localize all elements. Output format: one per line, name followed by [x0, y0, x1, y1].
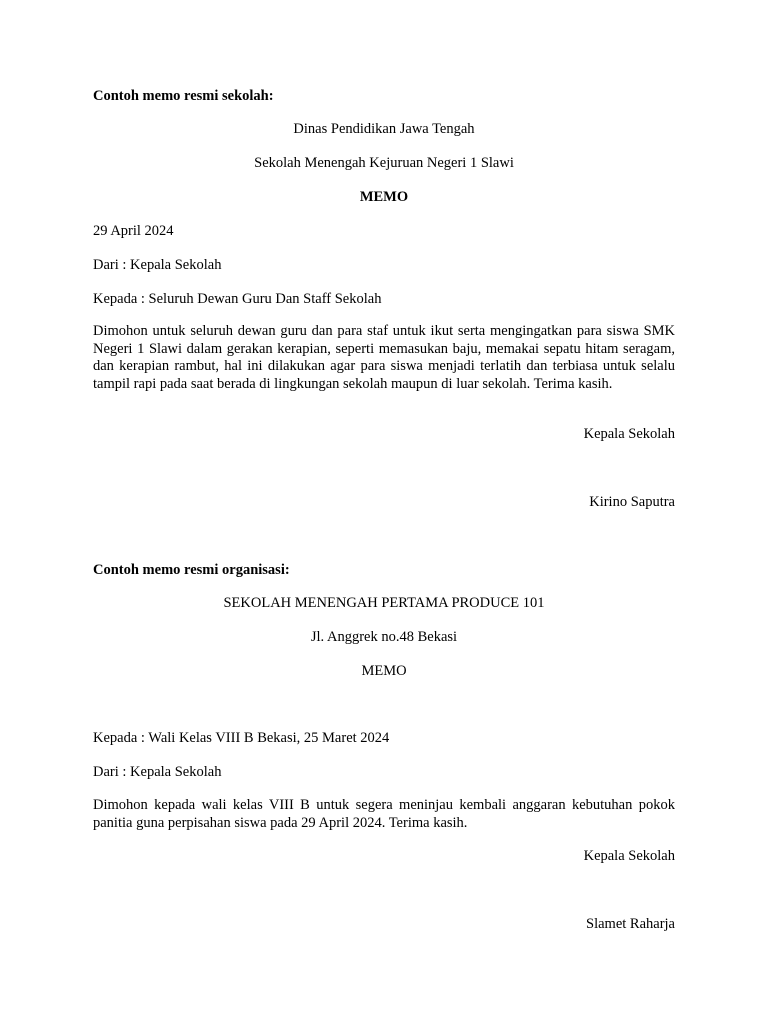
memo-organisasi-from: Dari : Kepala Sekolah — [93, 764, 222, 780]
memo-organisasi-to: Kepada : Wali Kelas VIII B Bekasi, 25 Maret 2024 — [93, 730, 390, 746]
memo-sekolah-title: MEMO — [359, 189, 409, 205]
memo-organisasi-title: MEMO — [361, 663, 407, 679]
memo-organisasi-signature-name: Slamet Raharja — [586, 916, 675, 932]
memo-organisasi-heading: Contoh memo resmi organisasi: — [93, 562, 290, 578]
memo-organisasi-body: Dimohon kepada wali kelas VIII B untuk segera meninjau kembali anggaran kebutuhan pokok panitia guna perpisahan siswa pada 29 April 2024. Terima kasih. — [93, 797, 675, 831]
memo-sekolah-signature-title: Kepala Sekolah — [583, 426, 675, 442]
memo-organisasi-signature-title: Kepala Sekolah — [583, 848, 675, 864]
memo-organisasi-address: Jl. Anggrek no.48 Bekasi — [310, 629, 458, 645]
memo-sekolah-from: Dari : Kepala Sekolah — [93, 257, 222, 273]
memo-sekolah-school: Sekolah Menengah Kejuruan Negeri 1 Slawi — [254, 155, 514, 171]
memo-sekolah-signature-name: Kirino Saputra — [589, 494, 675, 510]
memo-sekolah-to: Kepada : Seluruh Dewan Guru Dan Staff Sekolah — [93, 291, 382, 307]
memo-sekolah-body: Dimohon untuk seluruh dewan guru dan para staf untuk ikut serta mengingatkan para siswa SMK Negeri 1 Slawi dalam gerakan kerapian, seperti memasukan baju, memakai sepatu hitam seragam, dan kerapian rambut, hal ini dilakukan agar para siswa menjadi terlatih dan terbiasa untuk selalu tampil rapi pada saat berada di lingkungan sekolah maupun di luar sekolah. Terima kasih. — [93, 323, 675, 392]
memo-sekolah-date: 29 April 2024 — [93, 223, 174, 239]
memo-organisasi-school: SEKOLAH MENENGAH PERTAMA PRODUCE 101 — [223, 595, 545, 611]
memo-sekolah-agency: Dinas Pendidikan Jawa Tengah — [293, 121, 475, 137]
memo-sekolah-heading: Contoh memo resmi sekolah: — [93, 88, 274, 104]
